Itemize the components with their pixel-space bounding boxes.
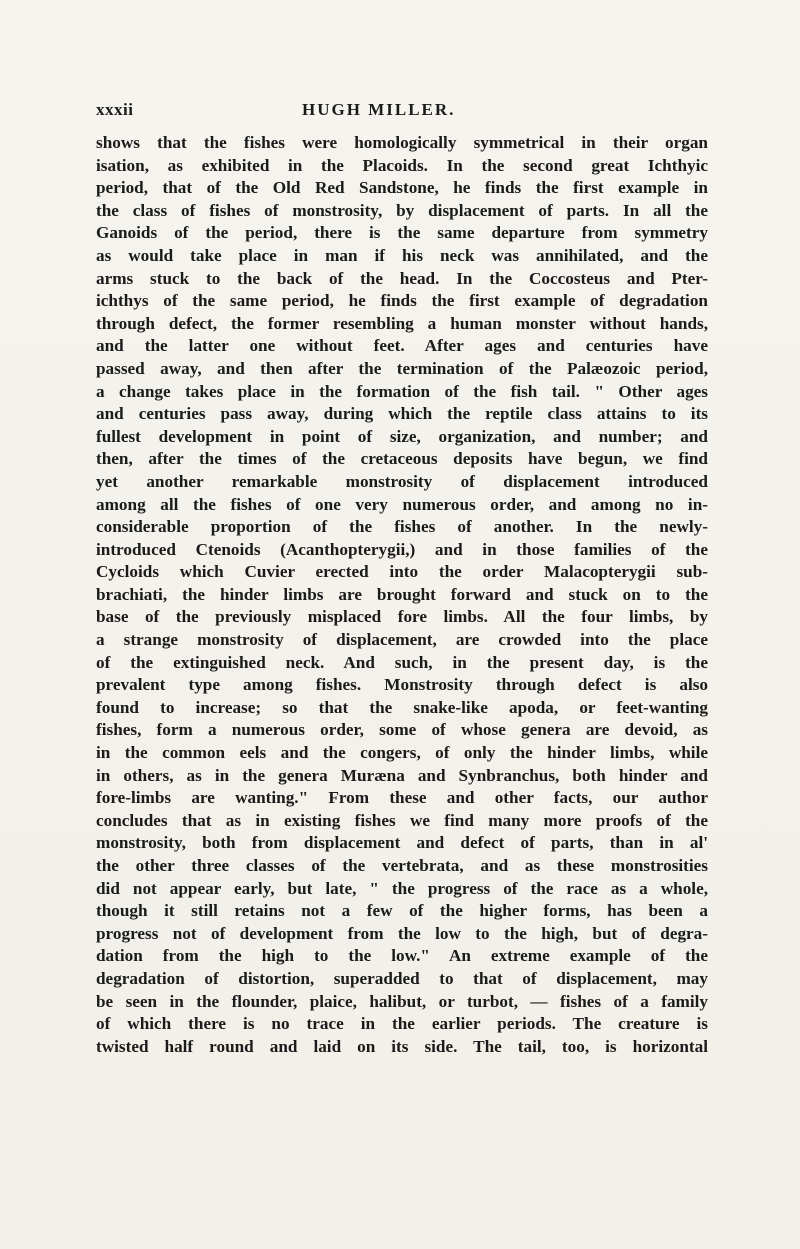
- text-line: ichthys of the same period, he finds the first example of degradation: [96, 291, 708, 311]
- text-line: shows that the fishes were homologically symmetrical in their organ: [96, 133, 708, 152]
- body-text: [96, 132, 708, 1058]
- text-line: the class of fishes of monstrosity, by displacement of parts. In all the: [96, 200, 708, 220]
- text-line: though it still retains not a few of the higher forms, has been a: [96, 901, 708, 921]
- text-line: passed away, and then after the termination of the Palæozoic period,: [96, 358, 708, 378]
- text-line: did not appear early, but late, " the progress of the race as a whole,: [96, 878, 708, 898]
- text-line: monstrosity, both from displacement and defect of parts, than in al': [96, 833, 708, 853]
- text-line: Ganoids of the period, there is the same departure from symmetry: [96, 223, 708, 243]
- text-line: yet another remarkable monstrosity of displacement introduced: [96, 471, 708, 491]
- text-line: fore-limbs are wanting." From these and other facts, our author: [96, 788, 708, 808]
- text-line: in the common eels and the congers, of only the hinder limbs, while: [96, 743, 708, 763]
- text-line: fishes, form a numerous order, some of whose genera are devoid, as: [96, 720, 708, 740]
- text-line: and centuries pass away, during which the reptile class attains to its: [96, 404, 708, 424]
- text-line: base of the previously misplaced fore limbs. All the four limbs, by: [96, 607, 708, 627]
- text-line: found to increase; so that the snake-like apoda, or feet-wanting: [96, 697, 708, 717]
- text-line: as would take place in man if his neck was annihilated, and the: [96, 245, 708, 265]
- text-line: isation, as exhibited in the Placoids. In the second great Ichthyic: [96, 155, 708, 175]
- text-line: Cycloids which Cuvier erected into the order Malacopterygii sub-: [96, 562, 708, 582]
- text-line: degradation of distortion, superadded to that of displacement, may: [96, 968, 708, 988]
- text-line: arms stuck to the back of the head. In the Coccosteus and Pter-: [96, 268, 708, 288]
- text-line: a strange monstrosity of displacement, are crowded into the place: [96, 630, 708, 650]
- text-line: through defect, the former resembling a human monster without hands,: [96, 313, 708, 333]
- page-number: xxxii: [96, 100, 134, 119]
- text-line: progress not of development from the low to the high, but of degra-: [96, 923, 708, 943]
- text-line: of the extinguished neck. And such, in the present day, is the: [96, 652, 708, 672]
- text-line: the other three classes of the vertebrata, and as these monstrosities: [96, 856, 708, 875]
- text-line: prevalent type among fishes. Monstrosity through defect is also: [96, 675, 708, 695]
- text-line: concludes that as in existing fishes we find many more proofs of the: [96, 810, 708, 830]
- text-line: brachiati, the hinder limbs are brought forward and stuck on to the: [96, 584, 708, 604]
- text-line: then, after the times of the cretaceous deposits have begun, we find: [96, 449, 708, 469]
- text-line: among all the fishes of one very numerous order, and among no in-: [96, 494, 708, 514]
- text-line: fullest development in point of size, organization, and number; and: [96, 426, 708, 446]
- text-line: in others, as in the genera Muræna and Synbranchus, both hinder and: [96, 765, 708, 785]
- text-line: and the latter one without feet. After ages and centuries have: [96, 336, 708, 356]
- text-line: a change takes place in the formation of the fish tail. " Other ages: [96, 381, 708, 401]
- page-header: [96, 100, 706, 124]
- text-line: period, that of the Old Red Sandstone, he finds the first example in: [96, 178, 708, 198]
- text-line: considerable proportion of the fishes of another. In the newly-: [96, 517, 708, 537]
- text-line: dation from the high to the low." An extreme example of the: [96, 946, 708, 966]
- text-line: of which there is no trace in the earlier periods. The creature is: [96, 1014, 708, 1034]
- text-line: twisted half round and laid on its side. The tail, too, is horizontal: [96, 1036, 708, 1056]
- text-line: introduced Ctenoids (Acanthopterygii,) and in those families of the: [96, 539, 708, 559]
- running-title: HUGH MILLER.: [302, 100, 456, 119]
- text-line: be seen in the flounder, plaice, halibut, or turbot, — fishes of a family: [96, 991, 708, 1011]
